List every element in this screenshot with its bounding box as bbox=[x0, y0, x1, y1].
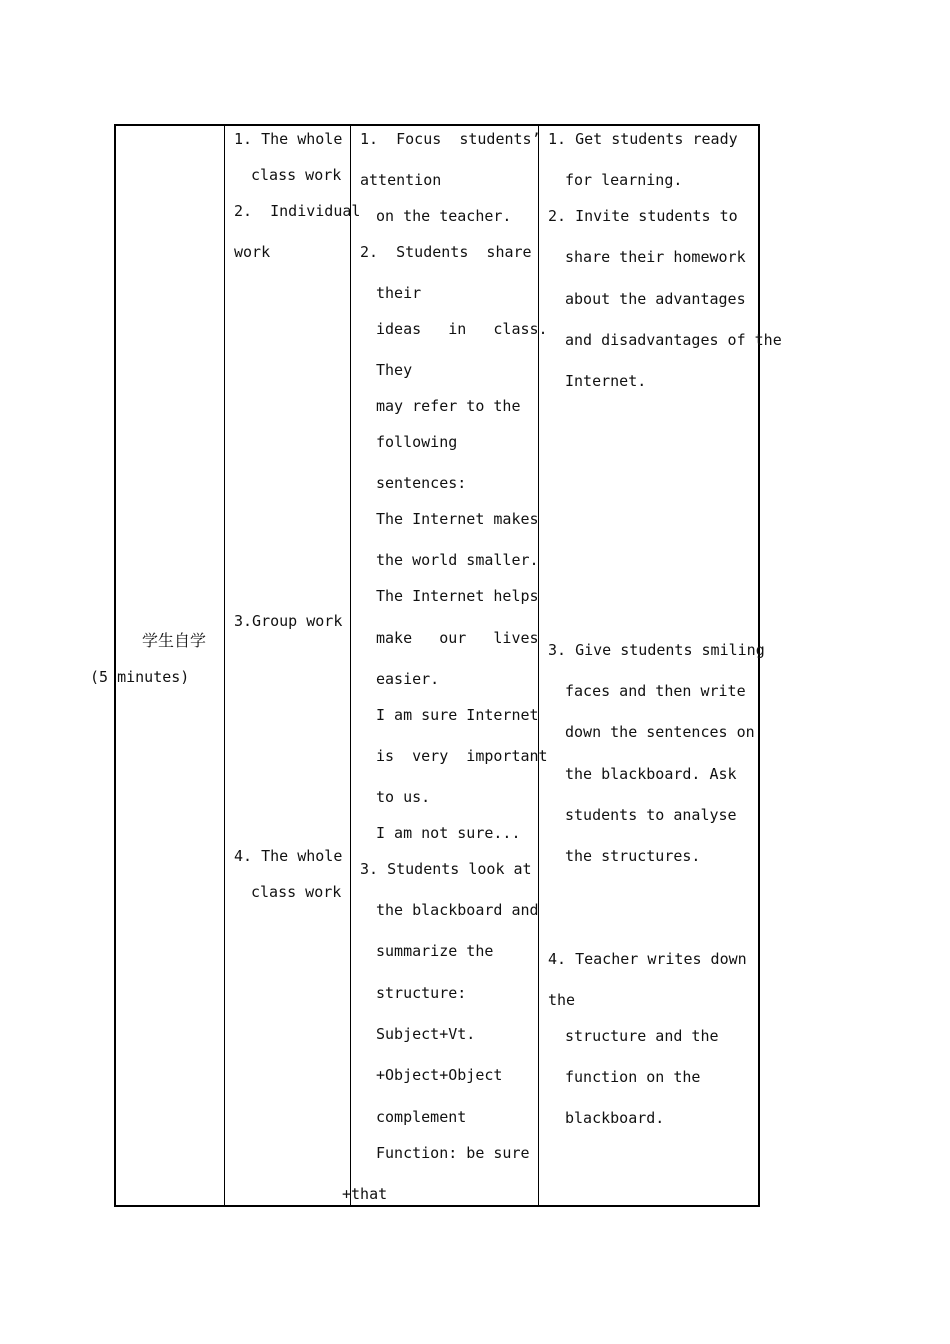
student-line: sentences: bbox=[376, 474, 467, 492]
student-line: easier. bbox=[376, 670, 440, 688]
org-line: 2. Individual bbox=[234, 202, 361, 220]
student-line: following bbox=[376, 433, 458, 451]
teacher-line: 2. Invite students to bbox=[548, 207, 738, 225]
student-line: The Internet makes bbox=[376, 510, 539, 528]
student-line: complement bbox=[376, 1108, 467, 1126]
teacher-line: down the sentences on bbox=[565, 723, 755, 741]
teacher-line: 3. Give students smiling bbox=[548, 641, 765, 659]
student-line: I am sure Internet bbox=[376, 706, 539, 724]
org-line: 4. The whole bbox=[234, 847, 343, 865]
student-line: their bbox=[376, 284, 422, 302]
student-line: 2. Students share bbox=[360, 243, 532, 261]
teacher-line: Internet. bbox=[565, 372, 647, 390]
student-line: 1. Focus students’ bbox=[360, 130, 541, 148]
teacher-line: the blackboard. Ask bbox=[565, 765, 737, 783]
student-line: the blackboard and bbox=[376, 901, 539, 919]
student-line: 3. Students look at bbox=[360, 860, 532, 878]
student-line: summarize the bbox=[376, 942, 494, 960]
teacher-line: about the advantages bbox=[565, 290, 746, 308]
column-divider-1 bbox=[224, 124, 225, 1207]
student-line: They bbox=[376, 361, 413, 379]
teacher-line: 1. Get students ready bbox=[548, 130, 738, 148]
teacher-line: the structures. bbox=[565, 847, 701, 865]
column-divider-2 bbox=[350, 124, 351, 1207]
org-line: 1. The whole bbox=[234, 130, 343, 148]
student-line: may refer to the bbox=[376, 397, 521, 415]
teacher-line: function on the bbox=[565, 1068, 701, 1086]
student-line: is very important bbox=[376, 747, 548, 765]
org-line: class work bbox=[251, 883, 342, 901]
student-line: on the teacher. bbox=[376, 207, 512, 225]
column-divider-3 bbox=[538, 124, 539, 1207]
teacher-line: the bbox=[548, 991, 576, 1009]
stage-duration: (5 minutes) bbox=[90, 668, 190, 686]
student-line: to us. bbox=[376, 788, 431, 806]
student-line: attention bbox=[360, 171, 442, 189]
org-line: 3.Group work bbox=[234, 612, 343, 630]
student-line: Function: be sure bbox=[376, 1144, 530, 1162]
teacher-line: 4. Teacher writes down bbox=[548, 950, 747, 968]
teacher-line: for learning. bbox=[565, 171, 683, 189]
teacher-line: faces and then write bbox=[565, 682, 746, 700]
student-line: the world smaller. bbox=[376, 551, 539, 569]
teacher-line: structure and the bbox=[565, 1027, 719, 1045]
student-line: make our lives bbox=[376, 629, 539, 647]
org-line: work bbox=[234, 243, 271, 261]
teacher-line: students to analyse bbox=[565, 806, 737, 824]
student-line: The Internet helps bbox=[376, 587, 539, 605]
stage-title: 学生自学 bbox=[142, 631, 207, 650]
student-line: Subject+Vt. bbox=[376, 1025, 476, 1043]
student-line: structure: bbox=[376, 984, 467, 1002]
teacher-line: share their homework bbox=[565, 248, 746, 266]
org-line: class work bbox=[251, 166, 342, 184]
student-line: +that bbox=[342, 1185, 388, 1203]
student-line: ideas in class. bbox=[376, 320, 548, 338]
teacher-line: blackboard. bbox=[565, 1109, 665, 1127]
student-line: I am not sure... bbox=[376, 824, 521, 842]
student-line: +Object+Object bbox=[376, 1066, 503, 1084]
teacher-line: and disadvantages of the bbox=[565, 331, 782, 349]
